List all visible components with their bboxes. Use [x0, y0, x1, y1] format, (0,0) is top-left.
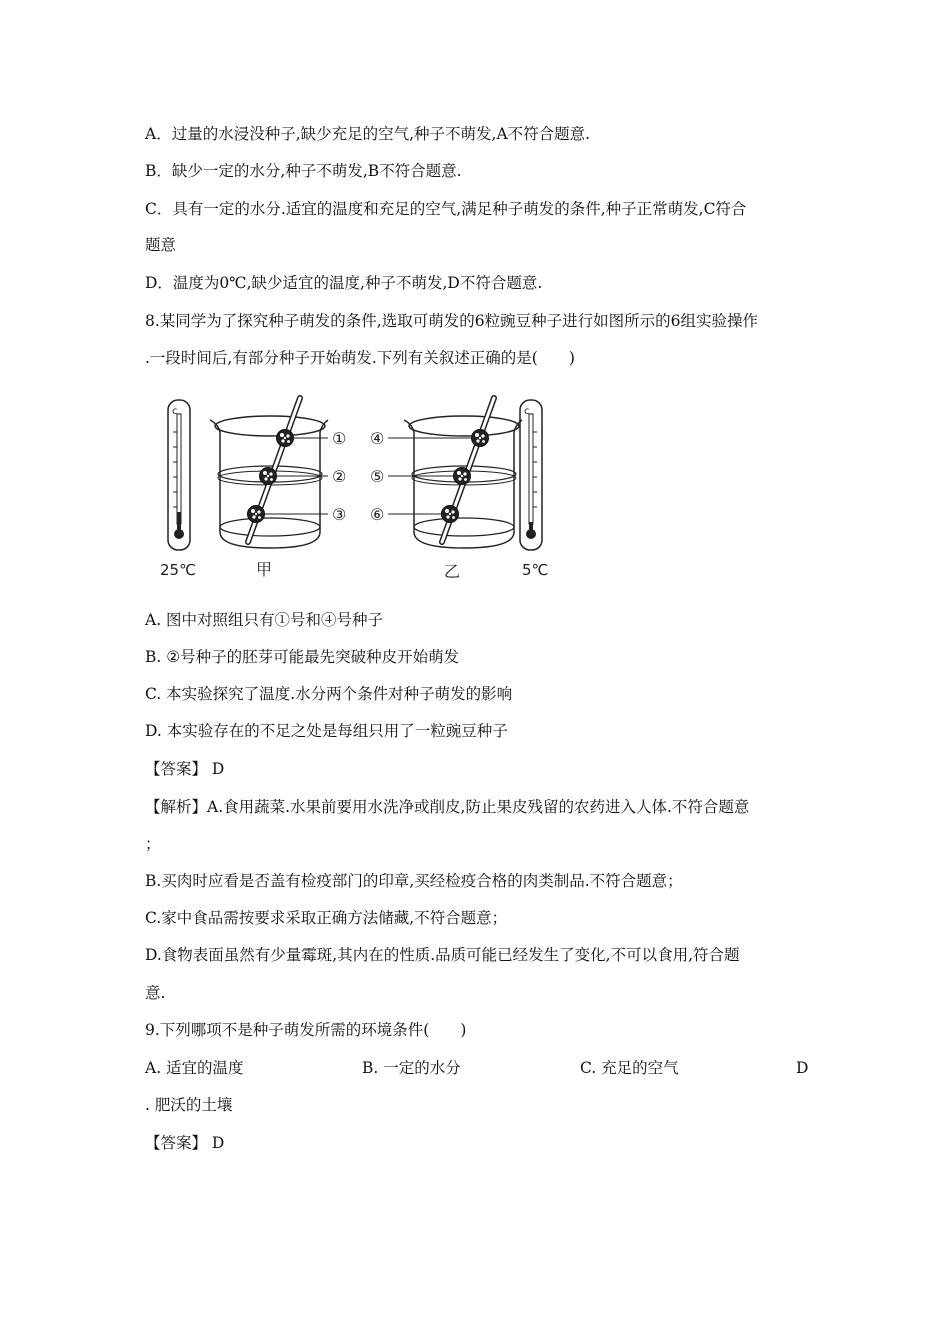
q8-analysis-d-line2: 意.	[145, 984, 166, 1002]
left-temp-label: 25℃	[160, 561, 196, 579]
q9-option-a: A. 适宜的温度	[145, 1059, 244, 1077]
q7-option-a: A．过量的水浸没种子,缺少充足的空气,种子不萌发,A不符合题意.	[145, 125, 591, 143]
q9-option-c: C. 充足的空气	[580, 1059, 679, 1077]
right-temp-label: 5℃	[522, 561, 549, 579]
q8-option-a: A. 图中对照组只有①号和④号种子	[145, 611, 384, 629]
thermometer-right-unit: c	[524, 406, 530, 417]
q8-option-d: D. 本实验存在的不足之处是每组只用了一粒豌豆种子	[145, 722, 508, 740]
marker-2: ②	[332, 467, 347, 486]
left-beaker-label: 甲	[256, 560, 273, 579]
q7-option-c-line1: C．具有一定的水分.适宜的温度和充足的空气,满足种子萌发的条件,种子正常萌发,C符合	[145, 200, 747, 218]
q9-stem: 9.下列哪项不是种子萌发所需的环境条件( )	[145, 1021, 467, 1039]
marker-6: ⑥	[370, 505, 385, 524]
experiment-figure	[160, 392, 560, 584]
q8-analysis-b: B.买肉时应看是否盖有检疫部门的印章,买经检疫合格的肉类制品.不符合题意；	[145, 872, 683, 890]
thermometer-left-icon	[168, 400, 190, 550]
q7-option-b: B．缺少一定的水分,种子不萌发,B不符合题意.	[145, 162, 462, 180]
q7-option-c-line2: 题意	[145, 236, 177, 254]
q8-stem-line2: .一段时间后,有部分种子开始萌发.下列有关叙述正确的是( )	[145, 349, 575, 367]
q7-option-d: D．温度为0℃,缺少适宜的温度,种子不萌发,D不符合题意.	[145, 274, 543, 292]
thermometer-left-unit: c	[172, 406, 178, 417]
beaker-left	[210, 398, 328, 548]
beaker-right	[388, 398, 522, 548]
q9-answer: 【答案】 D	[145, 1134, 225, 1152]
thermometer-right-icon	[520, 400, 542, 550]
q8-option-b: B. ②号种子的胚芽可能最先突破种皮开始萌发	[145, 648, 460, 666]
q9-option-b: B. 一定的水分	[362, 1059, 461, 1077]
q8-analysis-c: C.家中食品需按要求采取正确方法储藏,不符合题意；	[145, 909, 508, 927]
q8-analysis-d-line1: D.食物表面虽然有少量霉斑,其内在的性质.品质可能已经发生了变化,不可以食用,符合题	[145, 946, 740, 964]
marker-4: ④	[370, 429, 385, 448]
q8-option-c: C. 本实验探究了温度.水分两个条件对种子萌发的影响	[145, 685, 513, 703]
q9-option-d-text: . 肥沃的土壤	[145, 1096, 233, 1114]
marker-3: ③	[332, 505, 347, 524]
q8-answer: 【答案】 D	[145, 760, 225, 778]
q8-analysis-line2: ；	[145, 835, 161, 853]
q8-analysis-line1: 【解析】A.食用蔬菜.水果前要用水洗净或削皮,防止果皮残留的农药进入人体.不符合题意	[145, 798, 750, 816]
q9-option-d-letter: D	[796, 1059, 809, 1077]
marker-5: ⑤	[370, 467, 385, 486]
marker-1: ①	[332, 429, 347, 448]
q8-stem-line1: 8.某同学为了探究种子萌发的条件,选取可萌发的6粒豌豆种子进行如图所示的6组实验操作	[145, 312, 758, 330]
right-beaker-label: 乙	[444, 562, 461, 581]
